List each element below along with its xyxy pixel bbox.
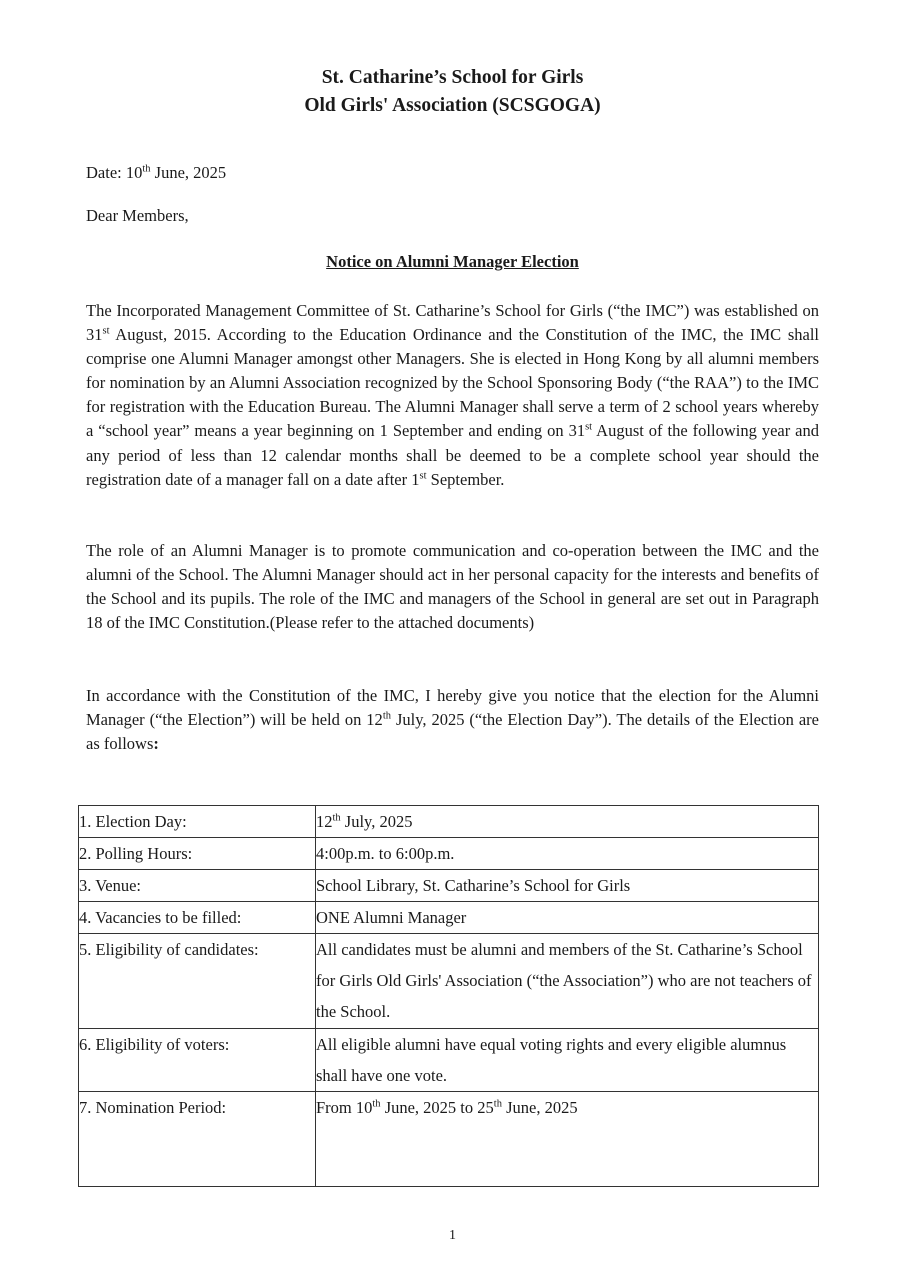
notice-date: Date: 10th June, 2025 <box>86 163 227 182</box>
paragraph-imc-background: The Incorporated Management Committee of St. Catharine’s School for Girls (“the IMC”) was established on 31st August, 2015. According to the Education Ordinance and the Constitution of the IMC, the IMC shall comprise one Alumni Manager amongst other Managers. She is elected in Hong Kong by all alumni members for nomination by an Alumni Association recognized by the School Sponsoring Body (“the RAA”) to the IMC for registration with the Education Bureau. The Alumni Manager shall serve a term of 2 school years whereby a “school year” means a year beginning on 1 September and ending on 31st August of the following year and any period of less than 12 calendar months shall be deemed to be a complete school year should the registration date of a manager fall on a date after 1st September. <box>86 301 820 489</box>
row-label: 7. Nomination Period: <box>79 1092 316 1187</box>
row-value: All eligible alumni have equal voting rights and every eligible alumnus shall have one vote. <box>316 1029 819 1092</box>
row-value: From 10th June, 2025 to 25th June, 2025 <box>316 1092 819 1187</box>
row-label: 2. Polling Hours: <box>79 838 316 870</box>
row-value: 12th July, 2025 <box>316 806 819 838</box>
row-value: ONE Alumni Manager <box>316 902 819 934</box>
row-label: 4. Vacancies to be filled: <box>79 902 316 934</box>
row-value: All candidates must be alumni and members of the St. Catharine’s School for Girls Old Girls' Association (“the Association”) who are not teachers of the School. <box>316 934 819 1029</box>
election-details-table <box>78 805 819 1187</box>
table-row <box>79 1029 819 1092</box>
row-label: 1. Election Day: <box>79 806 316 838</box>
paragraph-alumni-manager-role: The role of an Alumni Manager is to promote communication and co-operation between the IMC and the alumni of the School. The Alumni Manager should act in her personal capacity for the interests and benefits of the School and its pupils. The role of the IMC and managers of the School in general are set out in Paragraph 18 of the IMC Constitution.(Please refer to the attached documents) <box>86 541 819 633</box>
table-row <box>79 806 819 838</box>
table-row <box>79 838 819 870</box>
paragraph-election-notice: In accordance with the Constitution of the IMC, I hereby give you notice that the election for the Alumni Manager (“the Election”) will be held on 12th July, 2025 (“the Election Day”). The details of the Election are as follows: <box>86 686 819 754</box>
page-number: 1 <box>449 1228 456 1243</box>
table-row <box>79 1092 819 1187</box>
table-row <box>79 934 819 1029</box>
notice-heading: Notice on Alumni Manager Election <box>326 252 579 271</box>
row-label: 5. Eligibility of candidates: <box>79 934 316 1029</box>
table-row <box>79 870 819 902</box>
row-label: 6. Eligibility of voters: <box>79 1029 316 1092</box>
association-name-title: Old Girls' Association (SCSGOGA) <box>304 95 601 116</box>
row-label: 3. Venue: <box>79 870 316 902</box>
row-value: School Library, St. Catharine’s School for Girls <box>316 870 819 902</box>
salutation: Dear Members, <box>86 206 189 225</box>
row-value: 4:00p.m. to 6:00p.m. <box>316 838 819 870</box>
school-name-title: St. Catharine’s School for Girls <box>321 67 584 88</box>
table-row <box>79 902 819 934</box>
